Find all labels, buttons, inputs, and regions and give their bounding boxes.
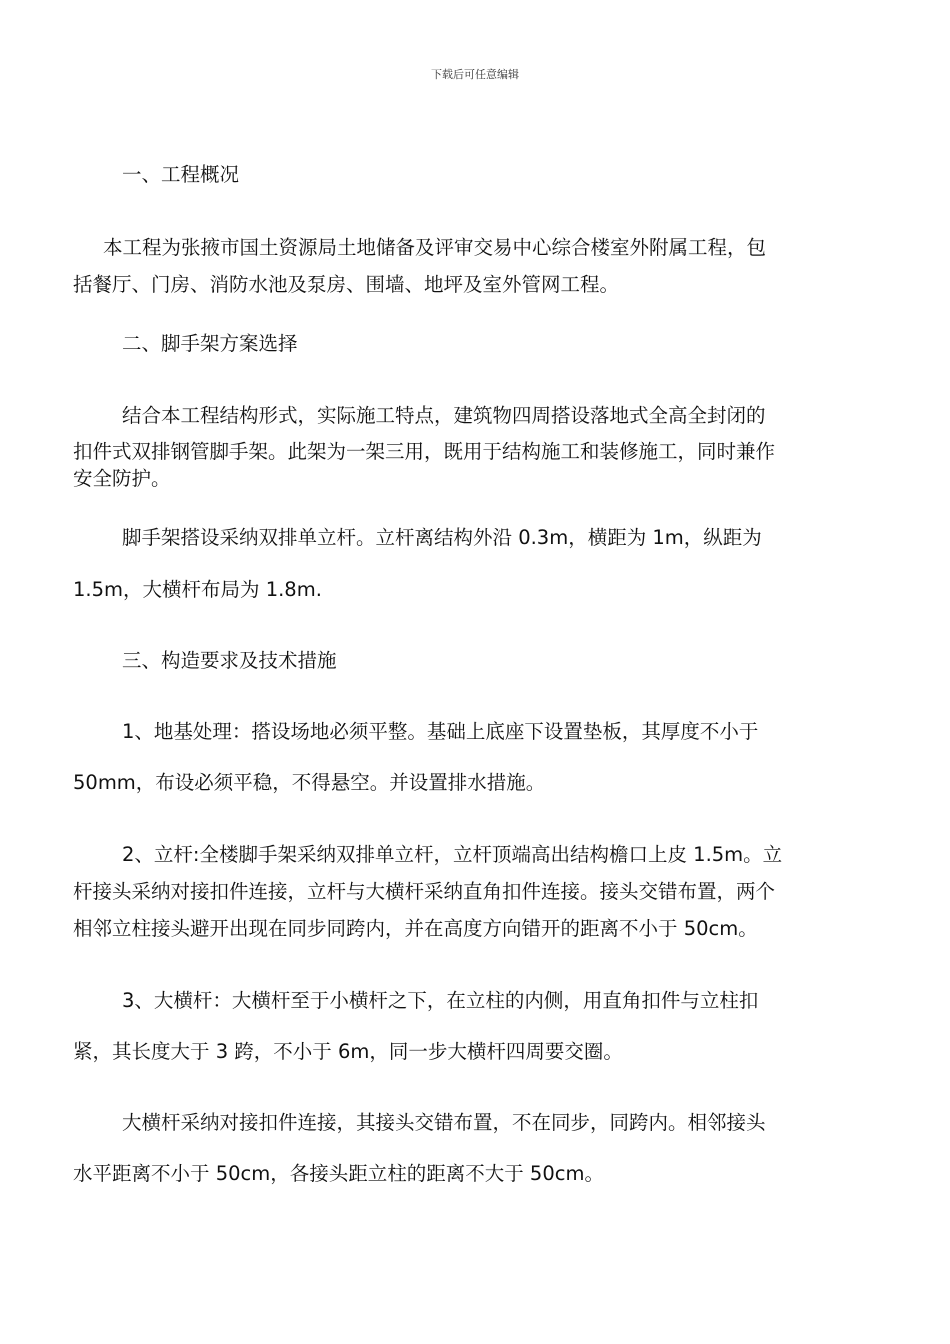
paragraph-line: 括餐厅、门房、消防水池及泵房、围墙、地坪及室外管网工程。 <box>73 273 620 296</box>
paragraph-line: 50mm，布设必须平稳，不得悬空。并设置排水措施。 <box>73 771 546 794</box>
paragraph-line: 脚手架搭设采纳双排单立杆。立杆离结构外沿 0.3m，横距为 1m，纵距为 <box>122 526 762 549</box>
section-1-heading: 一、工程概况 <box>122 163 240 186</box>
paragraph-line: 本工程为张掖市国土资源局土地储备及评审交易中心综合楼室外附属工程，包 <box>103 236 767 259</box>
paragraph-line: 3、大横杆：大横杆至于小横杆之下，在立柱的内侧，用直角扣件与立柱扣 <box>122 989 759 1012</box>
paragraph-line: 水平距离不小于 50cm，各接头距立柱的距离不大于 50cm。 <box>73 1162 604 1185</box>
paragraph-line: 1、地基处理：搭设场地必须平整。基础上底座下设置垫板，其厚度不小于 <box>122 720 759 743</box>
paragraph-line: 相邻立柱接头避开出现在同步同跨内，并在高度方向错开的距离不小于 50cm。 <box>73 917 758 940</box>
paragraph-line: 结合本工程结构形式，实际施工特点，建筑物四周搭设落地式全高全封闭的 <box>122 404 766 427</box>
page-header: 下载后可任意编辑 <box>431 68 519 81</box>
paragraph-line: 安全防护。 <box>73 467 171 490</box>
paragraph-line: 杆接头采纳对接扣件连接，立杆与大横杆采纳直角扣件连接。接头交错布置，两个 <box>73 880 776 903</box>
section-2-heading: 二、脚手架方案选择 <box>122 332 298 355</box>
paragraph-line: 1.5m，大横杆布局为 1.8m. <box>73 578 322 601</box>
paragraph-line: 扣件式双排钢管脚手架。此架为一架三用，既用于结构施工和装修施工，同时兼作 <box>73 440 776 463</box>
section-3-heading: 三、构造要求及技术措施 <box>122 649 337 672</box>
paragraph-line: 紧，其长度大于 3 跨，不小于 6m，同一步大横杆四周要交圈。 <box>73 1040 623 1063</box>
paragraph-line: 大横杆采纳对接扣件连接，其接头交错布置，不在同步，同跨内。相邻接头 <box>122 1111 766 1134</box>
paragraph-line: 2、立杆:全楼脚手架采纳双排单立杆，立杆顶端高出结构檐口上皮 1.5m。立 <box>122 843 783 866</box>
